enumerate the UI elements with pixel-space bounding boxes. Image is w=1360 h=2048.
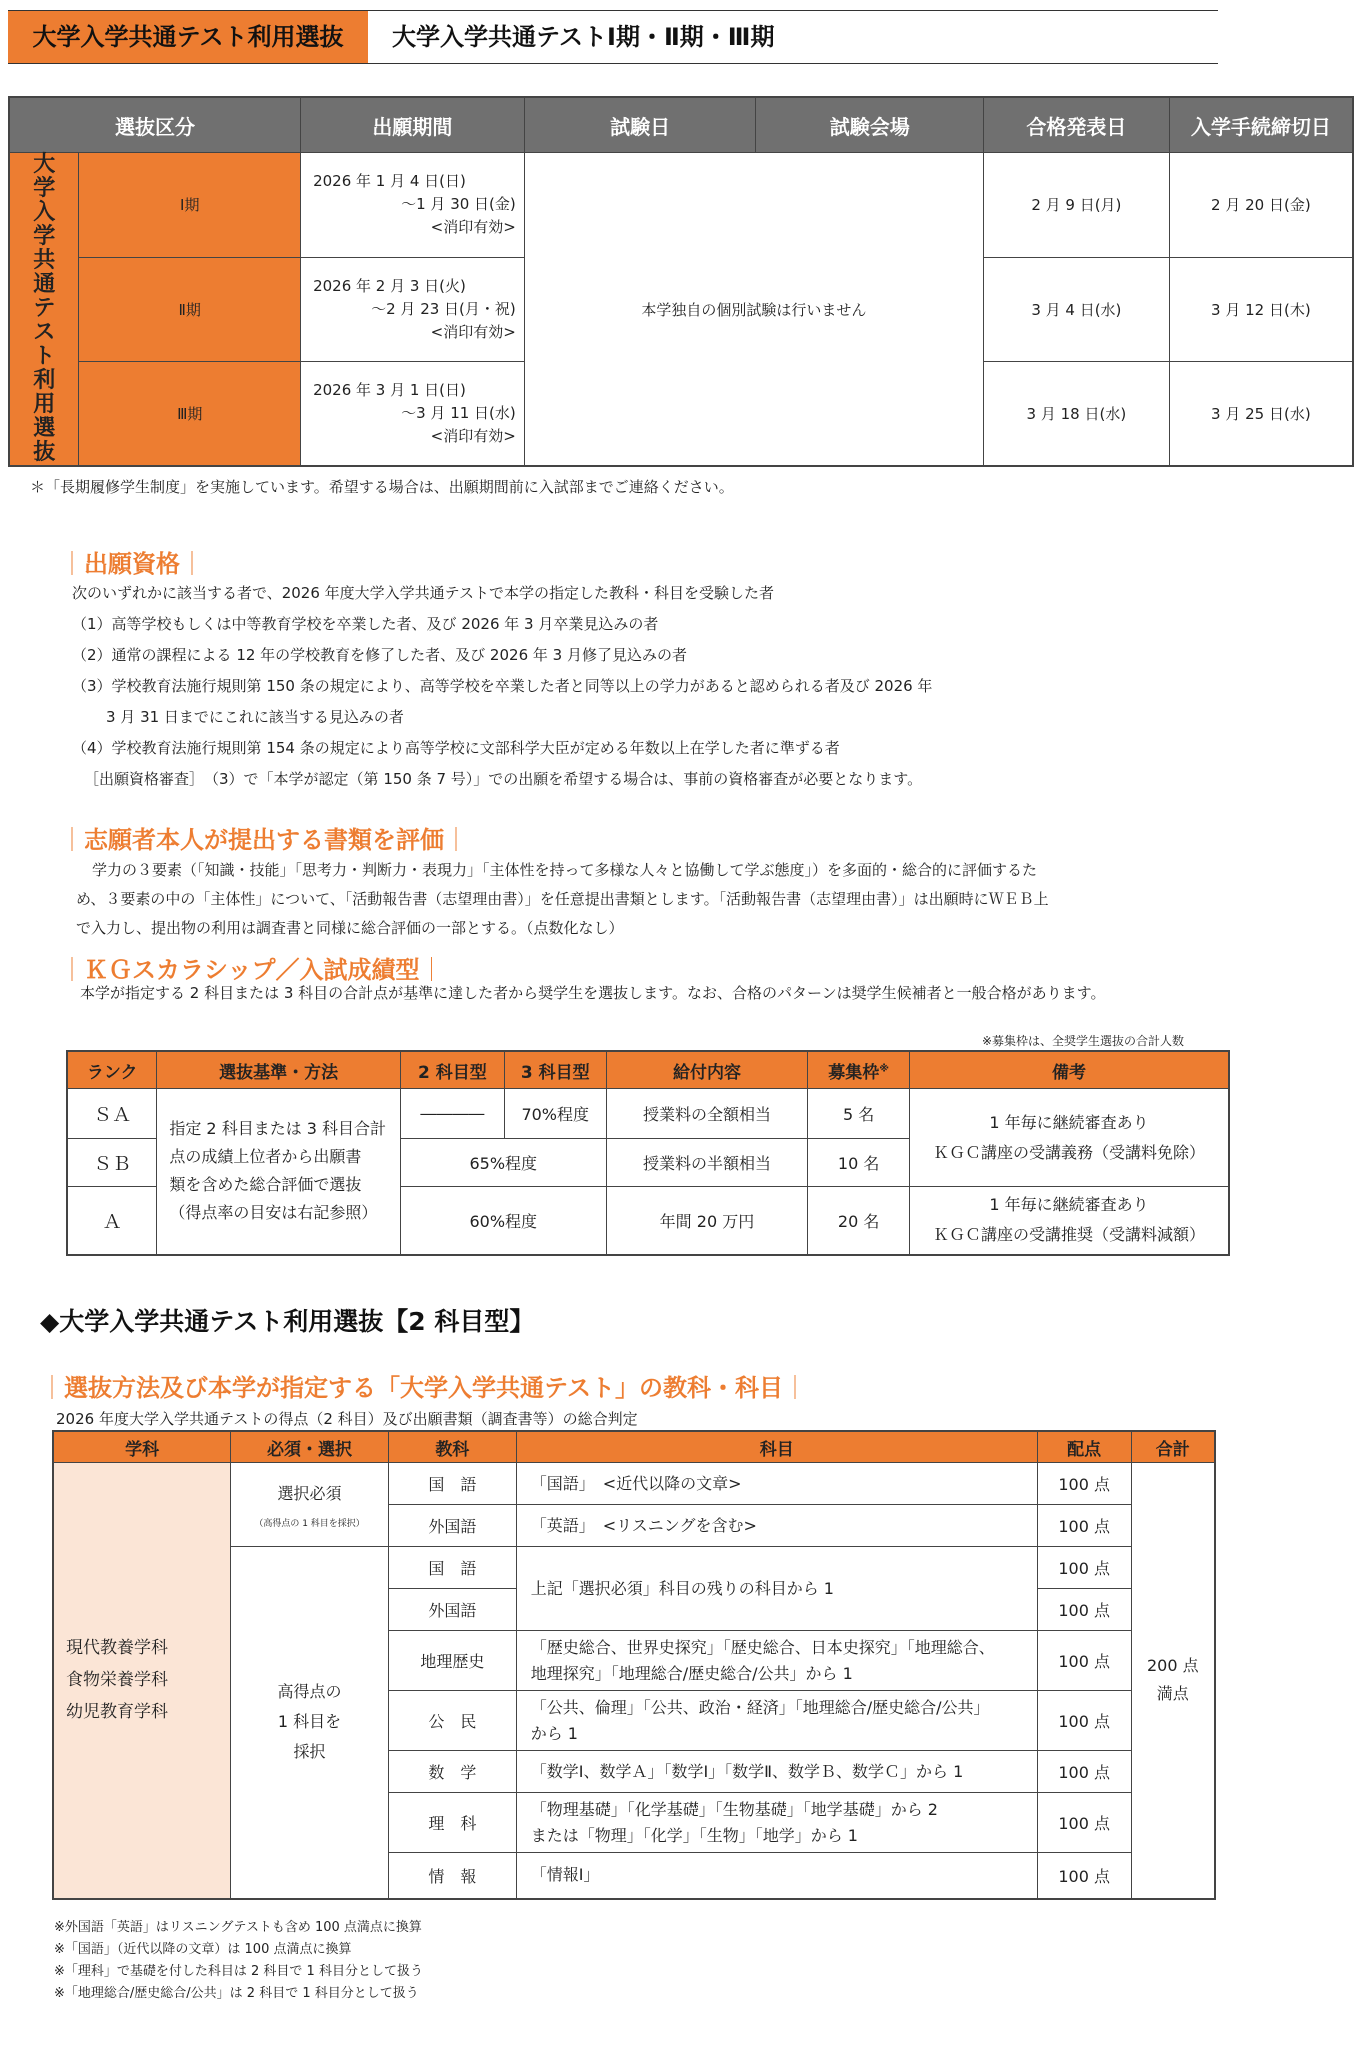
subject-detail: 上記「選択必須」科目の残りの科目から 1 [516,1547,1037,1631]
total-score: 200 点 満点 [1131,1463,1215,1899]
col-header-subject: 科目 [516,1431,1037,1463]
page-header [8,10,1218,64]
col-header-quota: 募集枠※ [808,1051,910,1089]
score: 100 点 [1037,1463,1131,1505]
documents-heading: ｜志願者本人が提出する書類を評価｜ [60,826,468,854]
exam-note: 本学独自の個別試験は行いません [524,153,983,467]
col-header-department: 学科 [53,1431,231,1463]
two-subject-rate: ―――― [400,1089,504,1139]
documents-line: 学力の３要素（「知識・技能」「思考力・判断力・表現力」「主体性を持って多様な人々と協働して学ぶ態度」）を多面的・総合的に評価するた [92,861,1038,879]
score: 100 点 [1037,1751,1131,1793]
rank: Ａ [67,1187,157,1255]
result-date: 3 月 4 日(水) [984,257,1170,362]
col-header-rank: ランク [67,1051,157,1089]
two-subject-caption: 2026 年度大学入学共通テストの得点（2 科目）及び出願書類（調査書等）の総合判定 [56,1410,638,1428]
subject-detail: 「英語」 <リスニングを含む> [516,1505,1037,1547]
qualification-review: ［出願資格審査］ （3）で「本学が認定（第 150 条 7 号）」での出願を希望する場合は、事前の資格審査が必要となります。 [84,770,923,788]
qualification-item-cont: 3 月 31 日までにこれに該当する見込みの者 [106,708,404,726]
remarks: 1 年毎に継続審査あり ＫＧＣ講座の受講義務（受講料免除） [910,1089,1229,1187]
col-header-required: 必須・選択 [231,1431,389,1463]
col-header-period: 出願期間 [301,97,525,153]
required-choice: 選択必須 （高得点の 1 科目を採択） [231,1463,389,1547]
two-subject-heading: ｜選抜方法及び本学が指定する「大学入学共通テスト」の教科・科目｜ [40,1374,808,1402]
qualification-body [72,582,1272,790]
score: 100 点 [1037,1793,1131,1853]
scholarship-table [66,1050,1230,1256]
benefit: 年間 20 万円 [606,1187,808,1255]
score: 100 点 [1037,1505,1131,1547]
department-list: 現代教養学科 食物栄養学科 幼児教育学科 [53,1463,231,1899]
col-header-three-subject: 3 科目型 [504,1051,606,1089]
term-label: Ⅱ期 [79,257,301,362]
scholarship-intro: 本学が指定する 2 科目または 3 科目の合計点が基準に達した者から奨学生を選抜します。なお、合格のパターンは奨学生候補者と一般合格があります。 [80,984,1106,1002]
schedule-table [8,96,1354,467]
qualification-heading: ｜出願資格｜ [60,550,204,578]
subject-table [52,1430,1216,1900]
footnote: ※「地理総合/歴史総合/公共」は 2 科目で 1 科目分として扱う [54,1986,419,2001]
remarks: 1 年毎に継続審査あり ＫＧＣ講座の受講推奨（受講料減額） [910,1187,1229,1255]
rank: ＳＡ [67,1089,157,1139]
term-label: Ⅲ期 [79,362,301,467]
qualification-item: （4）学校教育法施行規則第 154 条の規定により高等学校に文部科学大臣が定める年数以上在学した者に準ずる者 [72,739,840,757]
qualification-item: （1）高等学校もしくは中等教育学校を卒業した者、及び 2026 年 3 月卒業見込みの者 [72,615,659,633]
scholarship-table-note: ※募集枠は、全奨学生選抜の合計人数 [982,1034,1185,1048]
scholarship-heading: ｜ＫＧスカラシップ／入試成績型｜ [60,956,444,984]
subject-detail: 「情報Ⅰ」 [516,1853,1037,1899]
col-header-method: 選抜基準・方法 [157,1051,401,1089]
documents-line: め、３要素の中の「主体性」について、「活動報告書（志望理由書）」を任意提出書類とします。「活動報告書（志望理由書）」は出願時にＷＥＢ上 [76,890,1049,908]
quota: 10 名 [808,1139,910,1187]
subject-area: 理 科 [388,1793,516,1853]
two-subject-title: ◆大学入学共通テスト利用選抜【2 科目型】 [40,1307,535,1336]
subject-area: 外国語 [388,1505,516,1547]
col-header-venue: 試験会場 [756,97,984,153]
subject-detail: 「数学Ⅰ、数学Ａ」「数学Ⅰ」「数学Ⅱ、数学Ｂ、数学Ｃ」から 1 [516,1751,1037,1793]
schedule-header-row [9,97,1353,153]
footnote: ※「国語」（近代以降の文章）は 100 点満点に換算 [54,1942,352,1957]
col-header-result: 合格発表日 [984,97,1170,153]
table-row [67,1089,1229,1139]
score: 100 点 [1037,1547,1131,1589]
subject-area: 国 語 [388,1463,516,1505]
score: 100 点 [1037,1589,1131,1631]
deadline-date: 2 月 20 日(金) [1169,153,1353,258]
col-header-score: 配点 [1037,1431,1131,1463]
deadline-date: 3 月 25 日(水) [1169,362,1353,467]
header-title: 大学入学共通テストⅠ期・Ⅱ期・Ⅲ期 [392,23,775,51]
subject-detail: 「公共、倫理」「公共、政治・経済」「地理総合/歴史総合/公共」 から 1 [516,1691,1037,1751]
col-header-subject-area: 教科 [388,1431,516,1463]
rank: ＳＢ [67,1139,157,1187]
schedule-footnote: ＊「長期履修学生制度」を実施しています。希望する場合は、出願期間前に入試部までご連絡ください。 [30,478,734,496]
subject-detail: 「歴史総合、世界史探究」「歴史総合、日本史探究」「地理総合、 地理探究」「地理総合/歴史総合/公共」から 1 [516,1631,1037,1691]
scholarship-header-row [67,1051,1229,1089]
col-header-benefit: 給付内容 [606,1051,808,1089]
score: 100 点 [1037,1631,1131,1691]
subject-area: 地理歴史 [388,1631,516,1691]
subject-detail: 「国語」 <近代以降の文章> [516,1463,1037,1505]
application-period: 2026 年 1 月 4 日(日) ～1 月 30 日(金) <消印有効> [301,153,525,258]
term-label: Ⅰ期 [79,153,301,258]
selection-method: 指定 2 科目または 3 科目合計 点の成績上位者から出願書 類を含めた総合評価で選抜 （得点率の目安は右記参照） [157,1089,401,1255]
qualification-item: （2）通常の課程による 12 年の学校教育を修了した者、及び 2026 年 3 月修了見込みの者 [72,646,687,664]
footnote: ※外国語「英語」はリスニングテストも含め 100 点満点に換算 [54,1920,422,1935]
col-header-exam-date: 試験日 [524,97,756,153]
rate: 60%程度 [400,1187,606,1255]
qualification-intro: 次のいずれかに該当する者で、2026 年度大学入学共通テストで本学の指定した教科・科目を受験した者 [72,584,775,602]
documents-body [76,856,1276,943]
benefit: 授業料の全額相当 [606,1089,808,1139]
score: 100 点 [1037,1691,1131,1751]
col-header-total: 合計 [1131,1431,1215,1463]
subject-area: 公 民 [388,1691,516,1751]
documents-line: で入力し、提出物の利用は調査書と同様に総合評価の一部とする。（点数化なし） [76,919,624,937]
col-header-deadline: 入学手続締切日 [1169,97,1353,153]
three-subject-rate: 70%程度 [504,1089,606,1139]
result-date: 2 月 9 日(月) [984,153,1170,258]
quota: 5 名 [808,1089,910,1139]
footnote: ※「理科」で基礎を付した科目は 2 科目で 1 科目分として扱う [54,1964,423,1979]
deadline-date: 3 月 12 日(木) [1169,257,1353,362]
subject-detail: 「物理基礎」「化学基礎」「生物基礎」「地学基礎」から 2 または「物理」「化学」「生物」「地学」から 1 [516,1793,1037,1853]
category-vertical-label: 大学入学共通テスト利用選抜 [9,153,79,467]
subject-header-row [53,1431,1215,1463]
score: 100 点 [1037,1853,1131,1899]
header-tag: 大学入学共通テスト利用選抜 [8,11,368,63]
result-date: 3 月 18 日(水) [984,362,1170,467]
col-header-category: 選抜区分 [9,97,301,153]
optional-choice: 高得点の 1 科目を 採択 [231,1547,389,1899]
quota: 20 名 [808,1187,910,1255]
subject-area: 数 学 [388,1751,516,1793]
subject-area: 情 報 [388,1853,516,1899]
table-row [53,1463,1215,1505]
rate: 65%程度 [400,1139,606,1187]
col-header-two-subject: 2 科目型 [400,1051,504,1089]
qualification-item: （3）学校教育法施行規則第 150 条の規定により、高等学校を卒業した者と同等以上の学力があると認められる者及び 2026 年 [72,677,933,695]
schedule-row [9,153,1353,258]
col-header-remarks: 備考 [910,1051,1229,1089]
benefit: 授業料の半額相当 [606,1139,808,1187]
subject-area: 国 語 [388,1547,516,1589]
application-period: 2026 年 2 月 3 日(火) ～2 月 23 日(月・祝) <消印有効> [301,257,525,362]
application-period: 2026 年 3 月 1 日(日) ～3 月 11 日(水) <消印有効> [301,362,525,467]
subject-area: 外国語 [388,1589,516,1631]
